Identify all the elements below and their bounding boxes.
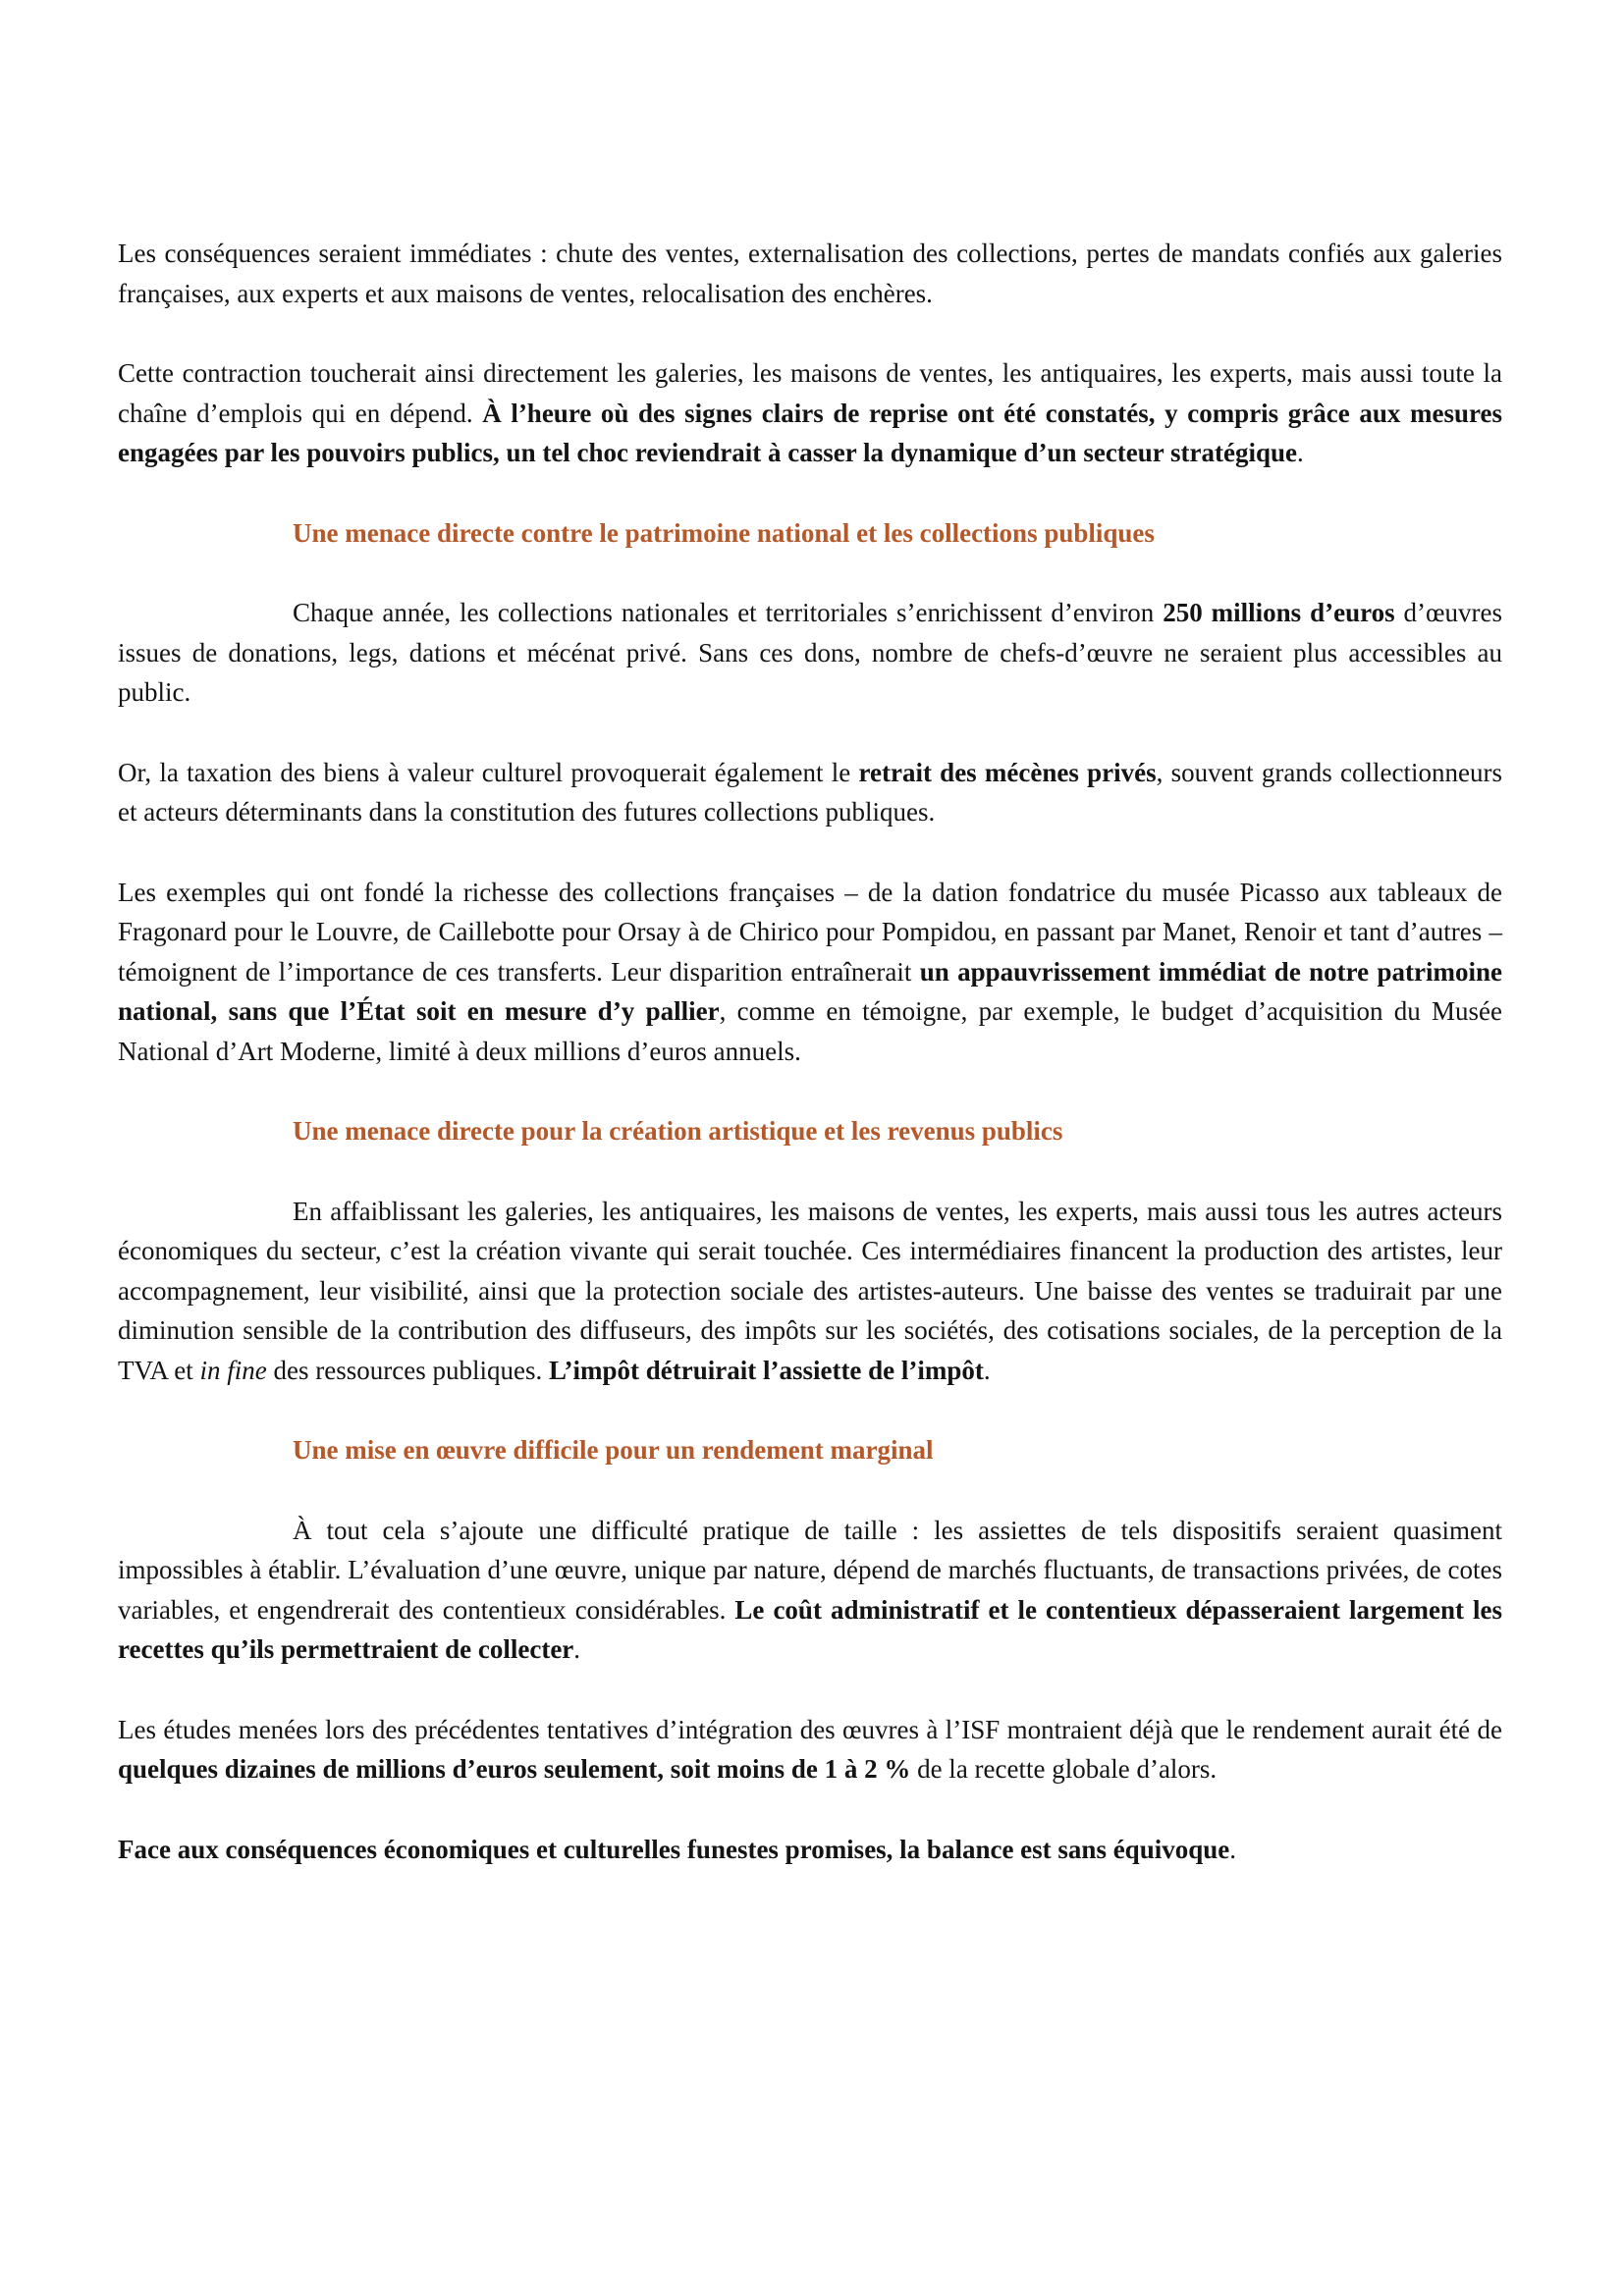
body-paragraph — [118, 873, 1502, 1072]
section-heading: Une menace directe contre le patrimoine national et les collections publiques — [293, 517, 1155, 548]
emphasis-bold: retrait des mécènes privés — [858, 757, 1157, 787]
emphasis-bold: Face aux conséquences économiques et culturelles funestes promises, la balance est sans équivoque — [118, 1834, 1230, 1864]
conclusion-paragraph — [118, 1830, 1502, 1870]
emphasis-bold: quelques dizaines de millions d’euros seulement, soit moins de 1 à 2 % — [118, 1754, 911, 1784]
body-paragraph — [118, 1710, 1502, 1789]
text-run: Les exemples qui ont fondé la richesse des collections françaises – de la dation fondatrice du musée Picasso aux tableaux de Fragonard pour le Louvre, de Caillebotte pour Orsay à de Chirico pour Pompidou, en passant par Manet, Renoir et tant d’autres – témoignent de l’importance de ces transferts. Leur disparition entraînerait — [118, 877, 1502, 987]
text-run: Les conséquences seraient immédiates : chute des ventes, externalisation des collections, pertes de mandats confiés aux galeries françaises, aux experts et aux maisons de ventes, relocalisation des enchères. — [118, 239, 1502, 308]
text-run: . — [1229, 1834, 1236, 1864]
text-run: . — [573, 1634, 581, 1664]
section-heading: Une mise en œuvre difficile pour un rendement marginal — [293, 1435, 934, 1465]
body-paragraph — [118, 593, 1502, 713]
text-run: Cette contraction toucherait ainsi directement les galeries, les maisons de ventes, les antiquaires, les experts, mais aussi toute la chaîne d’emplois qui en dépend. — [118, 358, 1502, 428]
emphasis-bold: 250 millions d’euros — [1163, 598, 1395, 627]
text-run: Chaque année, les collections nationales et territoriales s’enrichissent d’environ — [293, 598, 1164, 627]
body-paragraph — [118, 234, 1502, 313]
text-run: Les études menées lors des précédentes tentatives d’intégration des œuvres à l’ISF montraient déjà que le rendement aurait été de — [118, 1714, 1502, 1744]
emphasis-bold: Le coût administratif et le contentieux dépasseraient largement les recettes qu’ils permettraient de collecter — [118, 1594, 1502, 1664]
text-run: Or, la taxation des biens à valeur culturel provoquerait également le — [118, 757, 859, 787]
body-paragraph — [118, 353, 1502, 473]
emphasis-bold: L’impôt détruirait l’assiette de l’impôt — [548, 1355, 984, 1385]
text-run: des ressources publiques. — [266, 1355, 549, 1385]
text-run: d’œuvres issues de donations, legs, dations et mécénat privé. Sans ces dons, nombre de chefs-d’œuvre ne seraient plus accessibles au public. — [118, 598, 1503, 707]
emphasis-bold: À l’heure où des signes clairs de reprise ont été constatés, y compris grâce aux mesures engagées par les pouvoirs publics, un tel choc reviendrait à casser la dynamique d’un secteur stratégique — [118, 398, 1502, 467]
body-paragraph — [118, 1511, 1502, 1670]
body-paragraph — [118, 1192, 1502, 1391]
text-run: . — [1297, 438, 1304, 467]
text-run: . — [983, 1355, 991, 1385]
text-run: En affaiblissant les galeries, les antiquaires, les maisons de ventes, les experts, mais aussi tous les autres acteurs économiques du secteur, c’est la création vivante qui serait touchée. Ces intermédiaires financent la production des artistes, leur accompagnement, leur visibilité, ainsi que la protection sociale des artistes-auteurs. Une baisse des ventes se traduirait par une diminution sensible de la contribution des diffuseurs, des impôts sur les sociétés, des cotisations sociales, de la perception de la TVA et — [118, 1196, 1502, 1385]
text-run: , comme en témoigne, par exemple, le budget d’acquisition du Musée National d’Art Moderne, limité à deux millions d’euros annuels. — [118, 996, 1502, 1066]
text-run: de la recette globale d’alors. — [910, 1754, 1218, 1784]
text-run: , souvent grands collectionneurs et acteurs déterminants dans la constitution des futures collections publiques. — [118, 757, 1502, 827]
emphasis-bold: un appauvrissement immédiat de notre patrimoine national, sans que l’État soit en mesure d’y pallier — [118, 956, 1503, 1026]
text-run: À tout cela s’ajoute une difficulté pratique de taille : les assiettes de tels dispositifs seraient quasiment impossibles à établir. L’évaluation d’une œuvre, unique par nature, dépend de marchés fluctuants, de transactions privées, de cotes variables, et engendrerait des contentieux considérables. — [118, 1515, 1502, 1625]
section-heading: Une menace directe pour la création artistique et les revenus publics — [293, 1116, 1063, 1146]
body-paragraph — [118, 753, 1502, 832]
document-page — [118, 234, 1502, 1869]
emphasis-italic: in fine — [199, 1355, 267, 1385]
